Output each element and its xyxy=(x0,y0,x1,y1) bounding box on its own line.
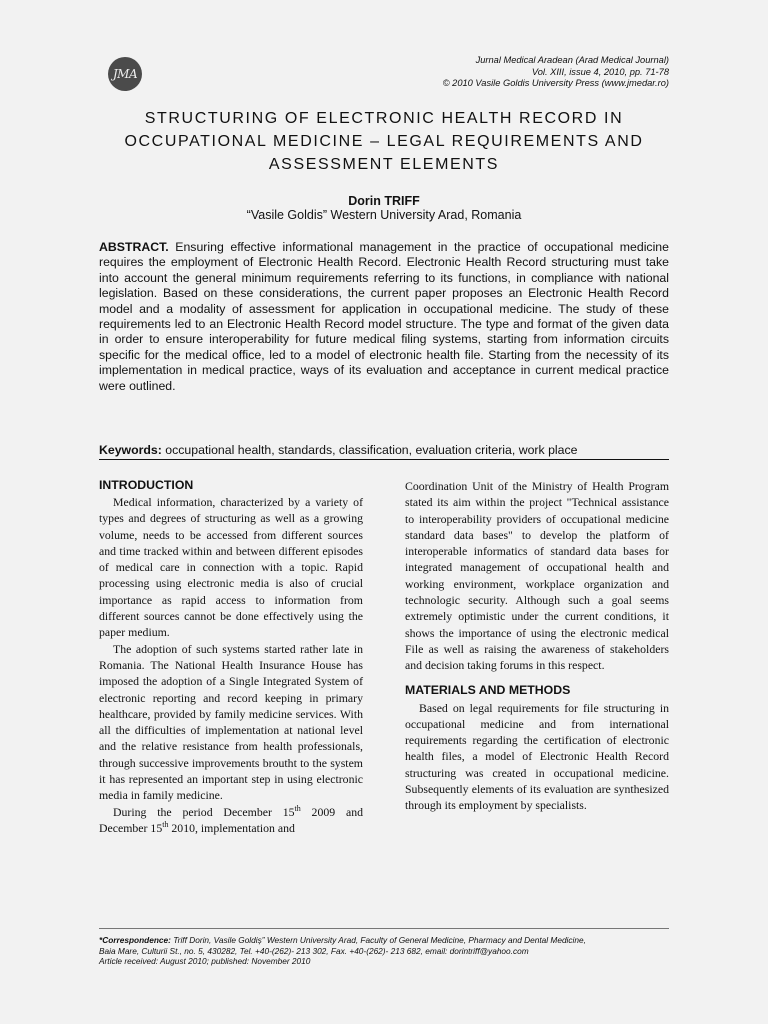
introduction-heading: INTRODUCTION xyxy=(99,478,194,492)
keywords-text: occupational health, standards, classification, evaluation criteria, work place xyxy=(165,443,578,457)
p3-part-c: 2010, implementation and xyxy=(168,820,295,835)
footer-line-1 xyxy=(99,935,669,946)
author-affiliation: “Vasile Goldis” Western University Arad, Romania xyxy=(246,208,522,222)
keywords xyxy=(99,443,669,460)
left-column xyxy=(99,477,363,836)
correspondence-footer xyxy=(99,928,669,967)
author-name: Dorin TRIFF xyxy=(348,194,420,208)
p3-part-b: 2009 and December 15 xyxy=(99,804,363,835)
right-paragraph-1: Coordination Unit of the Ministry of Health Program stated its aim within the project "Technical assistance to interoperability providers of occupational medicine standard data bases" to develop the platform of interoperable informatics of standard data bases for integrated management of occupational health and working environment, workplace organization and technologic security. Although such a goal seems extremely optimistic under the current conditions, it shows the importance of using the electronic medical File as well as raising the awareness of stakeholders and decision taking forums in this respect. xyxy=(405,479,669,673)
logo-text: JMA xyxy=(112,67,138,81)
journal-logo xyxy=(108,57,142,91)
title-line-3: ASSESSMENT ELEMENTS xyxy=(268,156,500,173)
journal-copyright: © 2010 Vasile Goldis University Press (www.jmedar.ro) xyxy=(442,78,669,88)
footer-line-3: Article received: August 2010; published: November 2010 xyxy=(99,956,311,966)
abstract-text: Ensuring effective informational management in the practice of occupational medicine requires the employment of Electronic Health Record. Electronic Health Record structuring must take into account the general minimum requirements referring to its functions, in compliance with national legislation. Based on these considerations, the current paper proposes an Electronic Health Record model and a modality of assessment for application in occupational medicine. The study of these requirements led to an Electronic Health Record model structure. The type and format of the given data in order to ensure interoperability for future medical filing systems, starting from information circuits specific for the medical office, led to a model of electronic health file. Starting from the necessity of its implementation in medical practice, ways of its evaluation and acceptance in current medical practice were outlined. xyxy=(99,240,669,393)
journal-volume: Vol. XIII, issue 4, 2010, pp. 71-78 xyxy=(531,66,669,77)
journal-name: Jurnal Medical Aradean (Arad Medical Journal) xyxy=(475,55,669,65)
abstract-label: ABSTRACT. xyxy=(99,240,169,254)
materials-methods-heading: MATERIALS AND METHODS xyxy=(405,682,571,697)
p3-part-a: During the period December 15 xyxy=(113,804,295,819)
p3-sup-2: th xyxy=(162,820,169,830)
keywords-label: Keywords: xyxy=(99,443,162,457)
intro-paragraph-1: Medical information, characterized by a variety of types and degrees of structuring as well as a growing volume, needs to be accessed from different sources and time tracked within and between different episodes of medical care in connection with a topic. Rapid processing using electronic media is also of crucial importance as rapid access to information from different sources cannot be done effectively using the paper medium. xyxy=(99,495,363,640)
right-column xyxy=(405,478,669,814)
intro-paragraph-3 xyxy=(99,804,363,837)
title-line-1: STRUCTURING OF ELECTRONIC HEALTH RECORD IN xyxy=(144,110,624,127)
abstract xyxy=(99,240,669,394)
footer-label: *Correspondence: xyxy=(99,935,171,945)
article-title xyxy=(98,107,670,176)
journal-info xyxy=(443,55,669,90)
methods-paragraph-1: Based on legal requirements for file structuring in occupational medicine and from international requirements regarding the certification of electronic health files, a model of Electronic Health Record structuring was created in occupational medicine. Subsequently elements of its evaluation are synthesized through its employment by specialists. xyxy=(405,700,669,813)
intro-paragraph-2: The adoption of such systems started rather late in Romania. The National Health Insurance House has imposed the adoption of a Single Integrated System of electronic reporting and record keeping in primary healthcare, provided by family medicine services. With all the difficulties of implementation at national level and the relative resistance from health professionals, through successive improvements broutht to the system it has represented an important step in using electronic media in family medicine. xyxy=(99,641,363,803)
footer-text-1: Triff Dorin, Vasile Goldiș” Western University Arad, Faculty of General Medicine, Pharmacy and Dental Medicine, xyxy=(173,935,586,945)
p3-sup-1: th xyxy=(294,803,301,813)
title-line-2: OCCUPATIONAL MEDICINE – LEGAL REQUIREMENTS AND xyxy=(124,133,644,150)
footer-line-2: Baia Mare, Culturii St., no. 5, 430282, Tel. +40-(262)- 213 302, Fax. +40-(262)- 213 682, email: dorintriff@yahoo.com xyxy=(99,945,529,956)
